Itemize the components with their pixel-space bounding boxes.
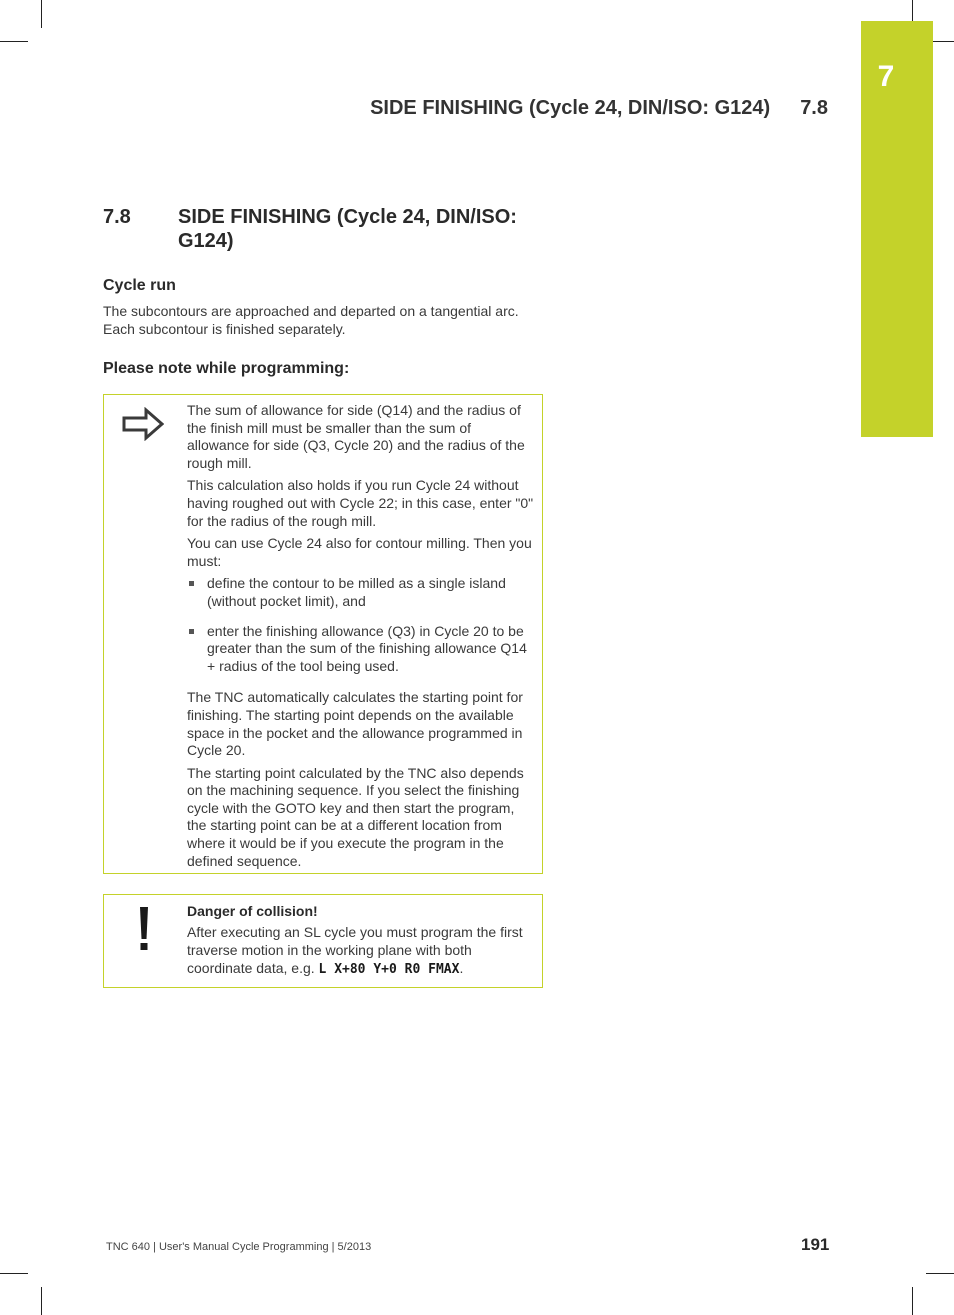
running-header-title: SIDE FINISHING (Cycle 24, DIN/ISO: G124) xyxy=(370,97,771,119)
list-item-text: define the contour to be milled as a single island (without pocket limit), and xyxy=(207,575,506,609)
warning-title: Danger of collision! xyxy=(187,903,318,919)
bullet-square-icon xyxy=(189,629,194,634)
note-paragraph: The starting point calculated by the TNC also depends on the machining sequence. If you select the finishing cycle with the GOTO key and then start the program, the starting point can be at a different location from where it would be if you execute the program in the defined sequence. xyxy=(187,764,524,869)
programming-note-box xyxy=(103,394,543,874)
crop-mark xyxy=(912,1287,913,1315)
warning-text xyxy=(187,923,535,979)
page-number: 191 xyxy=(801,1235,830,1254)
programming-note-heading: Please note while programming: xyxy=(103,360,350,377)
cycle-run-text: The subcontours are approached and departed on a tangential arc. Each subcontour is finished separately. xyxy=(103,303,519,337)
code-sample: L X+80 Y+0 R0 FMAX xyxy=(318,962,460,977)
cycle-run-heading: Cycle run xyxy=(103,277,176,294)
list-item xyxy=(187,623,535,676)
warning-box xyxy=(103,894,543,988)
arrow-right-icon xyxy=(122,407,164,441)
warning-text-after: . xyxy=(459,960,464,976)
chapter-number: 7 xyxy=(877,60,895,93)
chapter-tab xyxy=(861,21,933,437)
crop-mark xyxy=(0,41,28,42)
list-item xyxy=(187,575,535,610)
crop-mark xyxy=(0,1273,28,1274)
section-title: SIDE FINISHING (Cycle 24, DIN/ISO: G124) xyxy=(178,206,517,252)
running-header xyxy=(370,97,828,120)
warning-text-before: After executing an SL cycle you must program the first traverse motion in the working plane with both coordinate data, e.g. xyxy=(187,924,523,976)
crop-mark xyxy=(926,1273,954,1274)
running-header-section: 7.8 xyxy=(800,97,828,119)
programming-note-content xyxy=(187,402,535,875)
note-paragraph: The TNC automatically calculates the starting point for finishing. The starting point depends on the available space in the pocket and the allowance programmed in Cycle 20. xyxy=(187,689,523,759)
exclamation-icon xyxy=(136,905,152,953)
note-paragraph: You can use Cycle 24 also for contour milling. Then you must: xyxy=(187,535,532,569)
section-number: 7.8 xyxy=(103,206,131,228)
warning-content xyxy=(187,902,535,979)
crop-mark xyxy=(41,1287,42,1315)
note-paragraph: The sum of allowance for side (Q14) and the radius of the finish mill must be smaller than the sum of allowance for side (Q3, Cycle 20) and the radius of the rough mill. xyxy=(187,402,525,471)
list-item-text: enter the finishing allowance (Q3) in Cycle 20 to be greater than the sum of the finishing allowance Q14 + radius of the tool being used. xyxy=(207,622,527,674)
note-paragraph: This calculation also holds if you run Cycle 24 without having roughed out with Cycle 22; in this case, enter "0" for the radius of the rough mill. xyxy=(187,477,534,529)
crop-mark xyxy=(41,0,42,28)
footer-text: TNC 640 | User's Manual Cycle Programming | 5/2013 xyxy=(106,1241,372,1253)
bullet-square-icon xyxy=(189,581,194,586)
